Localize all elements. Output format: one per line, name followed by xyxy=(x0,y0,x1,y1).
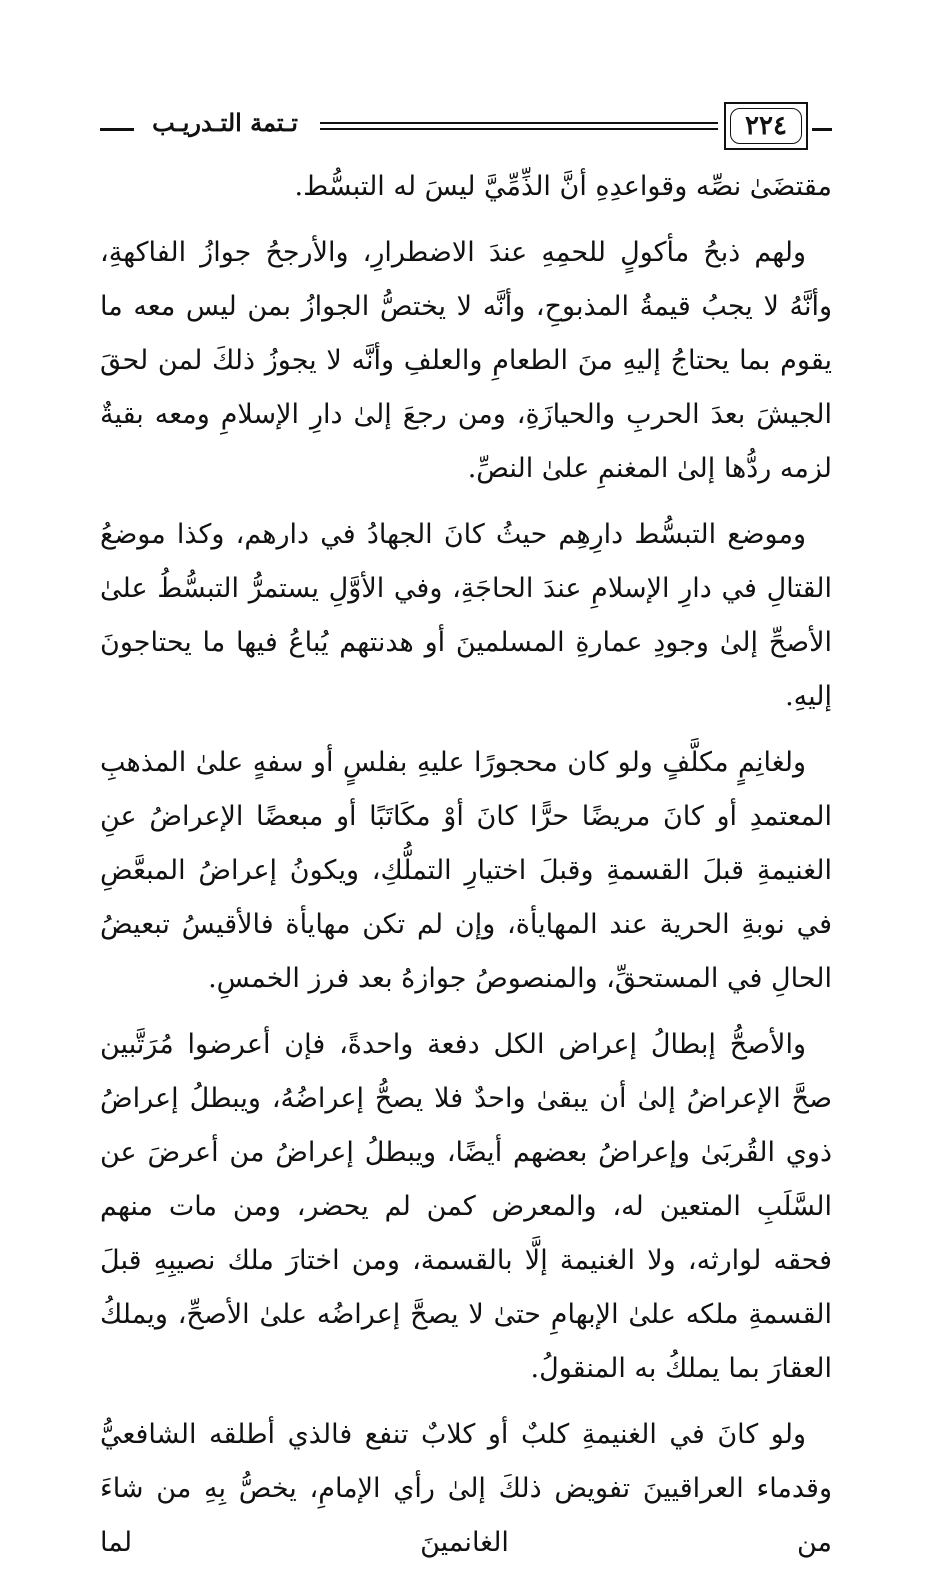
page-header xyxy=(100,98,832,160)
paragraph-5: والأصحُّ إبطالُ إعراض الكل دفعة واحدةً، فإن أعرضوا مُرَتَّبين صحَّ الإعراضُ إلىٰ أن يبقىٰ واحدٌ فلا يصحُّ إعراضُهُ، ويبطلُ إعراضُ ذوي القُربَىٰ وإعراضُ بعضهم أيضًا، ويبطلُ إعراضُ من أعرضَ عن السَّلَبِ المتعين له، والمعرض كمن لم يحضر، ومن مات منهم فحقه لوارثه، ولا الغنيمة إلَّا بالقسمة، ومن اختارَ ملك نصيبِهِ قبلَ القسمةِ ملكه علىٰ الإبهامِ حتىٰ لا يصحَّ إعراضُه علىٰ الأصحِّ، ويملكُ العقارَ بما يملكُ به المنقولُ. xyxy=(100,1029,832,1384)
paragraph-3: وموضع التبسُّط دارِهِم حيثُ كانَ الجهادُ في دارهم، وكذا موضعُ القتالِ في دارِ الإسلامِ عندَ الحاجَةِ، وفي الأوَّلِ يستمرُّ التبسُّطُ علىٰ الأصحِّ إلىٰ وجودِ عمارةِ المسلمينَ أو هدنتهم يُباعُ فيها ما يحتاجونَ إليهِ. xyxy=(100,519,832,712)
header-rule-left xyxy=(100,128,134,131)
page-number: ٢٢٤ xyxy=(730,108,802,144)
header-rule-right xyxy=(812,128,832,131)
header-rule-double xyxy=(320,122,718,130)
paragraph-1: مقتضَىٰ نصِّه وقواعدِهِ أنَّ الذِّمِّيَّ ليسَ له التبسُّط. xyxy=(294,171,832,202)
paragraph-4: ولغانِمٍ مكلَّفٍ ولو كان محجورًا عليهِ بفلسٍ أو سفهٍ علىٰ المذهبِ المعتمدِ أو كانَ مريضًا حرًّا كانَ أوْ مكَاتَبًا أو مبعضًا الإعراضُ عنِ الغنيمةِ قبلَ القسمةِ وقبلَ اختيارِ التملُّكِ، ويكونُ إعراضُ المبعَّضِ في نوبةِ الحرية عند المهايأة، وإن لم تكن مهايأة فالأقيسُ تبعيضُ الحالِ في المستحقِّ، والمنصوصُ جوازهُ بعد فرز الخمسِ. xyxy=(100,747,832,994)
paragraph-6: ولو كانَ في الغنيمةِ كلبٌ أو كلابٌ تنفع فالذي أطلقه الشافعيُّ وقدماء العراقيينَ تفويض ذلكَ إلىٰ رأي الإمامِ، يخصُّ بِهِ من شاءَ من الغانمينَ لما xyxy=(100,1419,832,1558)
page-number-frame xyxy=(724,102,808,150)
running-title: تـتمة التـدريـب xyxy=(152,108,298,137)
page-body xyxy=(100,160,832,1570)
paragraph-2: ولهم ذبحُ مأكولٍ للحمِهِ عندَ الاضطرارِ، والأرجحُ جوازُ الفاكهةِ، وأنَّهُ لا يجبُ قيمةُ المذبوحِ، وأنَّه لا يختصُّ الجوازُ بمن ليس معه ما يقوم بما يحتاجُ إليهِ منَ الطعامِ والعلفِ وأنَّه لا يجوزُ ذلكَ لمن لحقَ الجيشَ بعدَ الحربِ والحيازَةِ، ومن رجعَ إلىٰ دارِ الإسلامِ ومعه بقيةٌ لزمه ردُّها إلىٰ المغنمِ علىٰ النصِّ. xyxy=(100,237,832,484)
